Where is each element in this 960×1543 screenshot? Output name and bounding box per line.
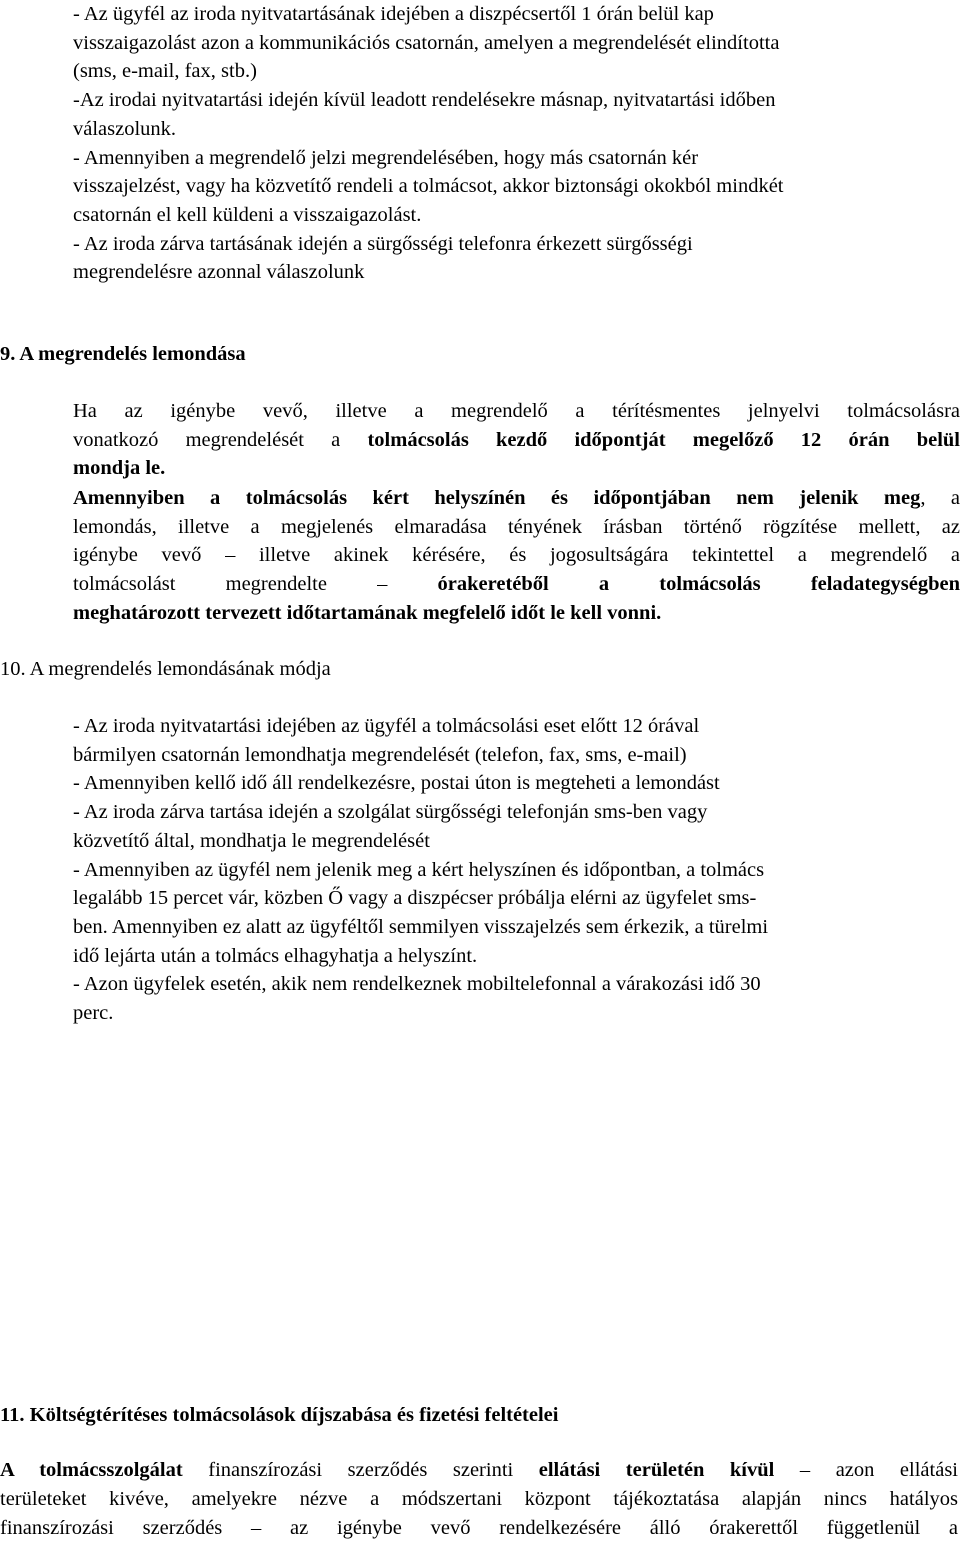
intro-paragraphs	[73, 0, 960, 287]
bold-text: órakeretéből a tolmácsolás feladategységben	[437, 573, 960, 596]
bold-text: Amennyiben a tolmácsolás kért helyszínén és időpontjában nem jelenik meg	[73, 487, 921, 509]
paragraph-line	[73, 599, 960, 628]
bold-text: meghatározott tervezett időtartamának megfelelő időt le kell vonni.	[73, 601, 662, 624]
intro-line: megrendelésre azonnal válaszolunk	[73, 261, 365, 284]
paragraph-line	[73, 570, 960, 599]
section-9-paragraph-2	[73, 484, 960, 628]
intro-line: visszajelzést, vagy ha közvetítő rendeli a tolmácsot, akkor biztonsági okokból mindkét	[73, 175, 784, 198]
list-line: - Amennyiben kellő idő áll rendelkezésre, postai úton is megteheti a lemondást	[73, 772, 720, 795]
paragraph-line	[73, 484, 960, 513]
list-line: - Azon ügyfelek esetén, akik nem rendelkeznek mobiltelefonnal a várakozási idő 30	[73, 973, 761, 996]
list-line: - Az iroda nyitvatartási idejében az ügyfél a tolmácsolási eset előtt 12 órával	[73, 715, 700, 737]
paragraph-line	[73, 454, 960, 483]
intro-line: visszaigazolást azon a kommunikációs csatornán, amelyen a megrendelését elindította	[73, 31, 780, 54]
bold-text: mondja le.	[73, 457, 166, 480]
paragraph-text: vonatkozó megrendelését a	[73, 428, 368, 451]
intro-line: - Az iroda zárva tartásának idején a sürgősségi telefonra érkezett sürgősségi	[73, 232, 693, 255]
list-line: perc.	[73, 1002, 114, 1025]
intro-line: (sms, e-mail, fax, stb.)	[73, 60, 257, 83]
section-9-title: 9. A megrendelés lemondása	[0, 343, 246, 365]
intro-line: - Az ügyfél az iroda nyitvatartásának idejében a diszpécsertől 1 órán belül kap	[73, 3, 714, 25]
paragraph-line	[0, 1456, 958, 1485]
bold-deadline-text: tolmácsolás kezdő időpontját megelőző 12 órán belül	[367, 428, 960, 451]
list-line: idő lejárta után a tolmács elhagyhatja a helyszínt.	[73, 944, 478, 967]
section-9-paragraph-1	[73, 397, 960, 483]
paragraph-line: finanszírozási szerződés – az igénybe vevő rendelkezésére álló órakerettől függetlenül a	[0, 1517, 958, 1539]
list-line: közvetítő által, mondhatja le megrendelését	[73, 829, 430, 852]
paragraph-line: igénybe vevő – illetve akinek kérésére, és jogosultságára tekintettel a megrendelő a	[73, 544, 960, 567]
paragraph-line: területeket kivéve, amelyekre nézve a módszertani központ tájékoztatása alapján nincs hatályos	[0, 1488, 958, 1510]
paragraph-line: lemondás, illetve a megjelenés elmaradása tényének írásban történő rögzítése mellett, az	[73, 515, 960, 538]
section-10-list	[73, 712, 960, 1028]
paragraph-text: tolmácsolást megrendelte –	[73, 573, 438, 596]
list-line: bármilyen csatornán lemondhatja megrendelését (telefon, fax, sms, e-mail)	[73, 743, 687, 766]
paragraph-text: , a	[920, 487, 960, 509]
bold-text: A tolmácsszolgálat	[0, 1459, 183, 1481]
section-11-paragraph	[0, 1456, 958, 1543]
list-line: - Az iroda zárva tartása idején a szolgálat sürgősségi telefonján sms-ben vagy	[73, 801, 708, 824]
bold-text: ellátási területén kívül	[538, 1459, 775, 1481]
section-10-title: 10. A megrendelés lemondásának módja	[0, 658, 331, 680]
list-line: ben. Amennyiben ez alatt az ügyféltől semmilyen visszajelzés sem érkezik, a türelmi	[73, 915, 769, 938]
intro-line: -Az irodai nyitvatartási idején kívül leadott rendelésekre másnap, nyitvatartási időben	[73, 89, 776, 112]
section-11-title: 11. Költségtérítéses tolmácsolások díjszabása és fizetési feltételei	[0, 1404, 559, 1426]
paragraph-text: – azon ellátási	[774, 1459, 958, 1481]
intro-line: csatornán el kell küldeni a visszaigazolást.	[73, 203, 422, 226]
intro-line: - Amennyiben a megrendelő jelzi megrendelésében, hogy más csatornán kér	[73, 146, 699, 169]
paragraph-line: Ha az igénybe vevő, illetve a megrendelő a térítésmentes jelnyelvi tolmácsolásra	[73, 400, 960, 422]
list-line: legalább 15 percet vár, közben Ő vagy a diszpécser próbálja elérni az ügyfelet sms-	[73, 887, 757, 910]
intro-line: válaszolunk.	[73, 117, 177, 140]
paragraph-line	[73, 426, 960, 455]
paragraph-text: finanszírozási szerződés szerinti	[182, 1459, 539, 1481]
list-line: - Amennyiben az ügyfél nem jelenik meg a kért helyszínen és időpontban, a tolmács	[73, 858, 765, 881]
